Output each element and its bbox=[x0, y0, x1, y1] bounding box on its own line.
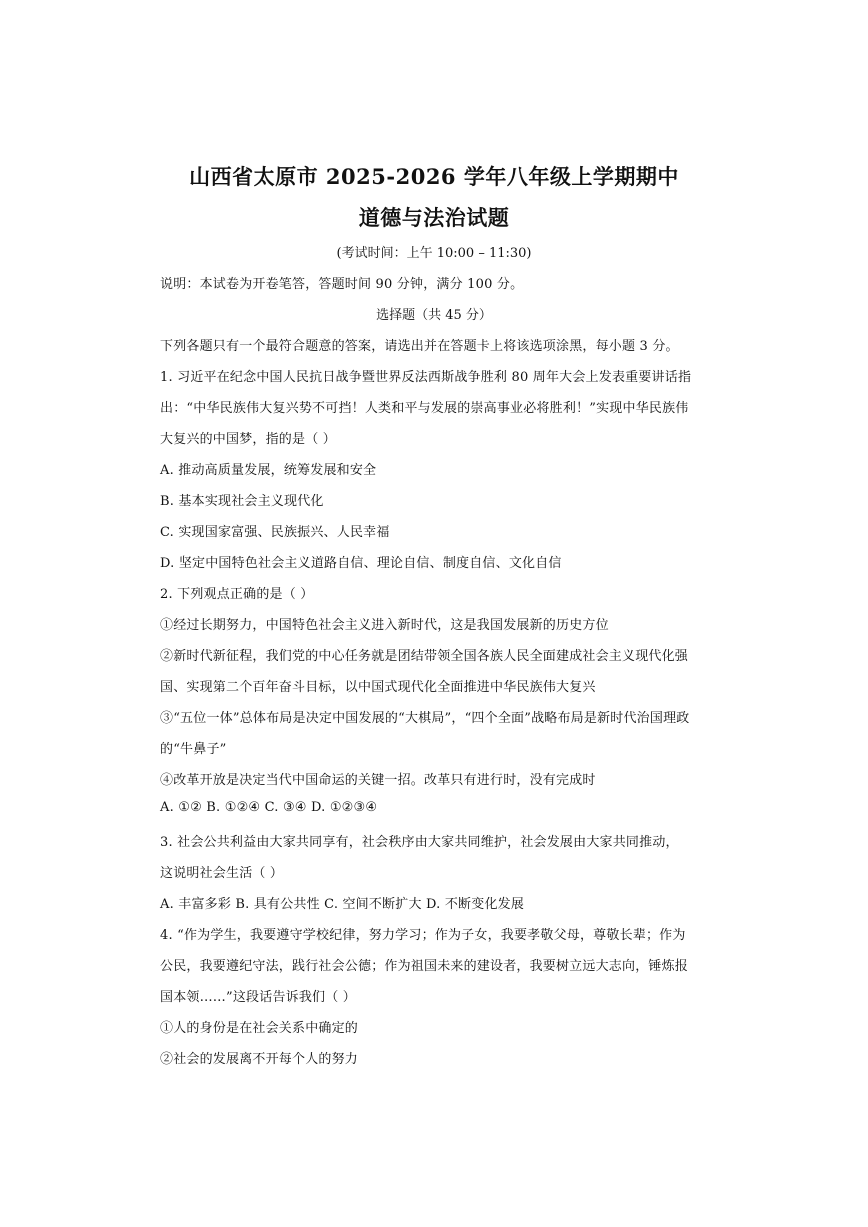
question-line: 4. “作为学生，我要遵守学校纪律，努力学习；作为子女，我要孝敬父母，尊敬长辈；作为 bbox=[160, 928, 686, 943]
section-title: 选择题（共 45 分） bbox=[376, 308, 492, 323]
question-line: 这说明社会生活（ ） bbox=[160, 866, 284, 881]
option-line: A. ①② B. ①②④ C. ③④ D. ①②③④ bbox=[160, 800, 378, 815]
exam-note: 说明：本试卷为开卷笔答，答题时间 90 分钟，满分 100 分。 bbox=[160, 277, 524, 292]
question-line: 1. 习近平在纪念中国人民抗日战争暨世界反法西斯战争胜利 80 周年大会上发表重要讲话指 bbox=[160, 370, 692, 385]
statement-line: ②新时代新征程，我们党的中心任务就是团结带领全国各族人民全面建成社会主义现代化强 bbox=[160, 649, 689, 664]
option-line: C. 实现国家富强、民族振兴、人民幸福 bbox=[160, 525, 390, 540]
statement-line: ①人的身份是在社会关系中确定的 bbox=[160, 1021, 359, 1036]
statement-line: ②社会的发展离不开每个人的努力 bbox=[160, 1052, 359, 1067]
question-line: 大复兴的中国梦，指的是（ ） bbox=[160, 432, 336, 447]
statement-line: ④改革开放是决定当代中国命运的关键一招。改革只有进行时，没有完成时 bbox=[160, 773, 596, 788]
question-line: 公民，我要遵纪守法，践行社会公德；作为祖国未来的建设者，我要树立远大志向，锤炼报 bbox=[160, 959, 689, 974]
question-line: 国本领……”这段话告诉我们（ ） bbox=[160, 990, 356, 1005]
option-line: A. 丰富多彩 B. 具有公共性 C. 空间不断扩大 D. 不断变化发展 bbox=[160, 897, 525, 912]
exam-title: 山西省太原市 2025-2026 学年八年级上学期期中 bbox=[189, 164, 679, 189]
statement-line: ①经过长期努力，中国特色社会主义进入新时代，这是我国发展新的历史方位 bbox=[160, 618, 609, 633]
option-line: D. 坚定中国特色社会主义道路自信、理论自信、制度自信、文化自信 bbox=[160, 556, 562, 571]
question-line: 出：“中华民族伟大复兴势不可挡！人类和平与发展的崇高事业必将胜利！”实现中华民族伟 bbox=[160, 401, 689, 416]
exam-subject-title: 道德与法治试题 bbox=[358, 205, 510, 230]
statement-line: ③“五位一体”总体布局是决定中国发展的“大棋局”，“四个全面”战略布局是新时代治国理政 bbox=[160, 711, 690, 726]
question-line: 2. 下列观点正确的是（ ） bbox=[160, 587, 314, 602]
option-line: B. 基本实现社会主义现代化 bbox=[160, 494, 324, 509]
statement-line: 国、实现第二个百年奋斗目标，以中国式现代化全面推进中华民族伟大复兴 bbox=[160, 680, 596, 695]
exam-time: (考试时间：上午 10:00 – 11:30) bbox=[336, 246, 532, 261]
section-instruction: 下列各题只有一个最符合题意的答案，请选出并在答题卡上将该选项涂黑，每小题 3 分。 bbox=[160, 339, 679, 354]
question-line: 3. 社会公共利益由大家共同享有，社会秩序由大家共同维护，社会发展由大家共同推动， bbox=[160, 835, 679, 850]
option-line: A. 推动高质量发展，统筹发展和安全 bbox=[160, 463, 377, 478]
statement-line: 的“牛鼻子” bbox=[160, 742, 227, 757]
